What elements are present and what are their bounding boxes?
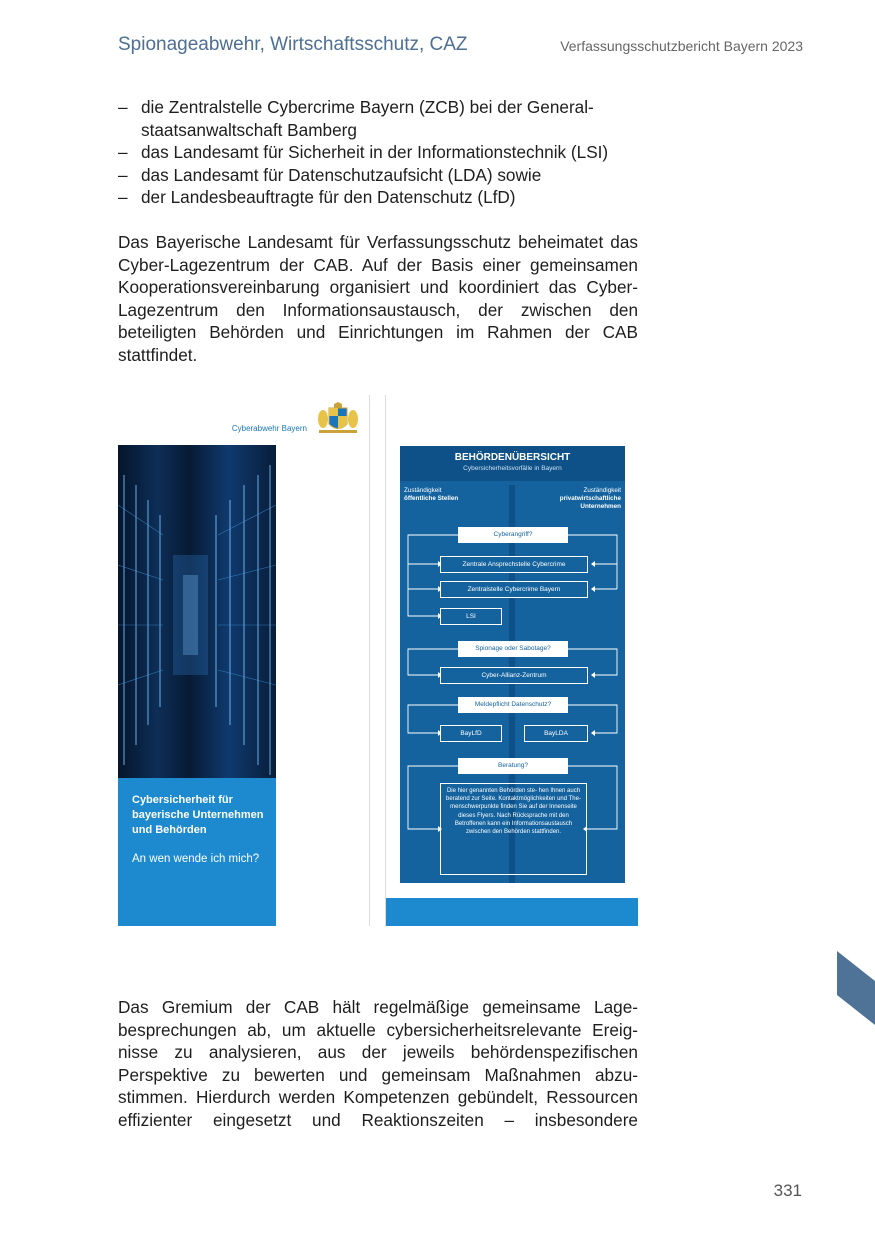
list-dash: – <box>118 164 128 185</box>
list-item <box>118 164 638 187</box>
flyer-figure <box>118 395 638 926</box>
bavarian-crest-icon <box>313 402 363 436</box>
authority-box: BayLfD <box>440 725 502 742</box>
authority-list <box>118 96 638 209</box>
question-box: Cyberangriff? <box>458 527 568 543</box>
body-paragraph: Das Bayerische Landesamt für Verfassungsschutz beheimatet das Cyber-Lagezentrum der CAB. Auf der Basis einer gemeinsamen Kooperationsvereinbarung organisiert und koordiniert das Cyber-Lagezentrum den Informationsaustausch, der zwischen den beteiligten Behörden und Einrichtungen im Rahmen der CAB stattfindet. <box>118 232 638 365</box>
page-number: 331 <box>773 1181 802 1200</box>
list-item-line: die Zentralstelle Cybercrime Bayern (ZCB) bei der General- <box>141 97 594 117</box>
flyer-overview <box>386 395 638 926</box>
authority-box: Cyber-Allianz-Zentrum <box>440 667 588 684</box>
flyer-brand: Cyberabwehr Bayern <box>231 424 307 433</box>
flyer-title-box <box>118 778 276 926</box>
column-label: Unternehmen <box>580 503 621 510</box>
body-paragraph: Das Gremium der CAB hält regelmäßige gemeinsame Lagebesprechungen ab, um aktuelle cybersicherheitsrelevante Ereignisse zu analysieren, aus der jeweils behördenspezifischen Perspektive zu bewerten und gemeinsam Maßnahmen abzustimmen. Hierdurch werden Kompetenzen gebündelt, Ressourcen effizienter eingesetzt und Reaktionszeiten – insbesondere <box>118 997 638 1130</box>
column-public <box>404 487 458 503</box>
list-dash: – <box>118 187 128 207</box>
question-box: Beratung? <box>458 758 568 774</box>
column-label: privatwirtschaftliche <box>559 495 621 502</box>
flyer-cover <box>118 395 369 926</box>
flowchart-title: BEHÖRDENÜBERSICHT <box>454 452 571 463</box>
list-item <box>118 141 638 164</box>
server-room-photo <box>118 445 276 778</box>
list-item-line: das Landesamt für Datenschutzaufsicht (LDA) sowie <box>141 164 542 185</box>
authority-box: LSI <box>440 608 502 625</box>
list-item-line: das Landesamt für Sicherheit in der Informationstechnik (LSI) <box>141 142 609 162</box>
advice-info-box: Die hier genannten Behörden ste- hen Ihnen auch beratend zur Seite. Kontaktmöglichkeiten und The- menschwerpunkte finden Sie auf der Innenseite dieses Flyers. Nach Rücksprache mit den Betroffenen kann ein Informationsaustausch zwischen den Behörden stattfinden. <box>440 783 587 875</box>
chapter-tab-marker <box>837 951 875 1025</box>
list-item <box>118 186 638 209</box>
list-item <box>118 96 638 141</box>
column-label: Zuständigkeit <box>583 487 621 494</box>
column-private <box>560 487 621 511</box>
flyer-subtitle: An wen wende ich mich? <box>132 853 260 865</box>
flyer-footer-bar <box>386 898 638 926</box>
flowchart-subtitle: Cybersicherheitsvorfälle in Bayern <box>463 465 562 472</box>
column-label: Zuständigkeit <box>404 487 442 494</box>
flyer-title: Cybersicherheit für bayerische Unternehmen und Behörden <box>132 794 264 836</box>
question-box: Spionage oder Sabotage? <box>458 641 568 657</box>
flowchart-panel <box>400 446 625 883</box>
list-dash: – <box>118 97 128 117</box>
section-title: Spionageabwehr, Wirtschaftsschutz, CAZ <box>118 34 468 55</box>
list-item-line: staatsanwaltschaft Bamberg <box>141 119 357 140</box>
list-item-line: der Landesbeauftragte für den Datenschutz (LfD) <box>141 187 516 207</box>
authority-box: Zentrale Ansprechstelle Cybercrime <box>440 556 588 573</box>
report-title: Verfassungsschutzbericht Bayern 2023 <box>560 38 803 54</box>
list-dash: – <box>118 142 128 162</box>
authority-box: Zentralstelle Cybercrime Bayern <box>440 581 588 598</box>
authority-box: BayLDA <box>524 725 588 742</box>
column-label: öffentliche Stellen <box>404 495 459 502</box>
question-box: Meldepflicht Datenschutz? <box>458 697 568 713</box>
